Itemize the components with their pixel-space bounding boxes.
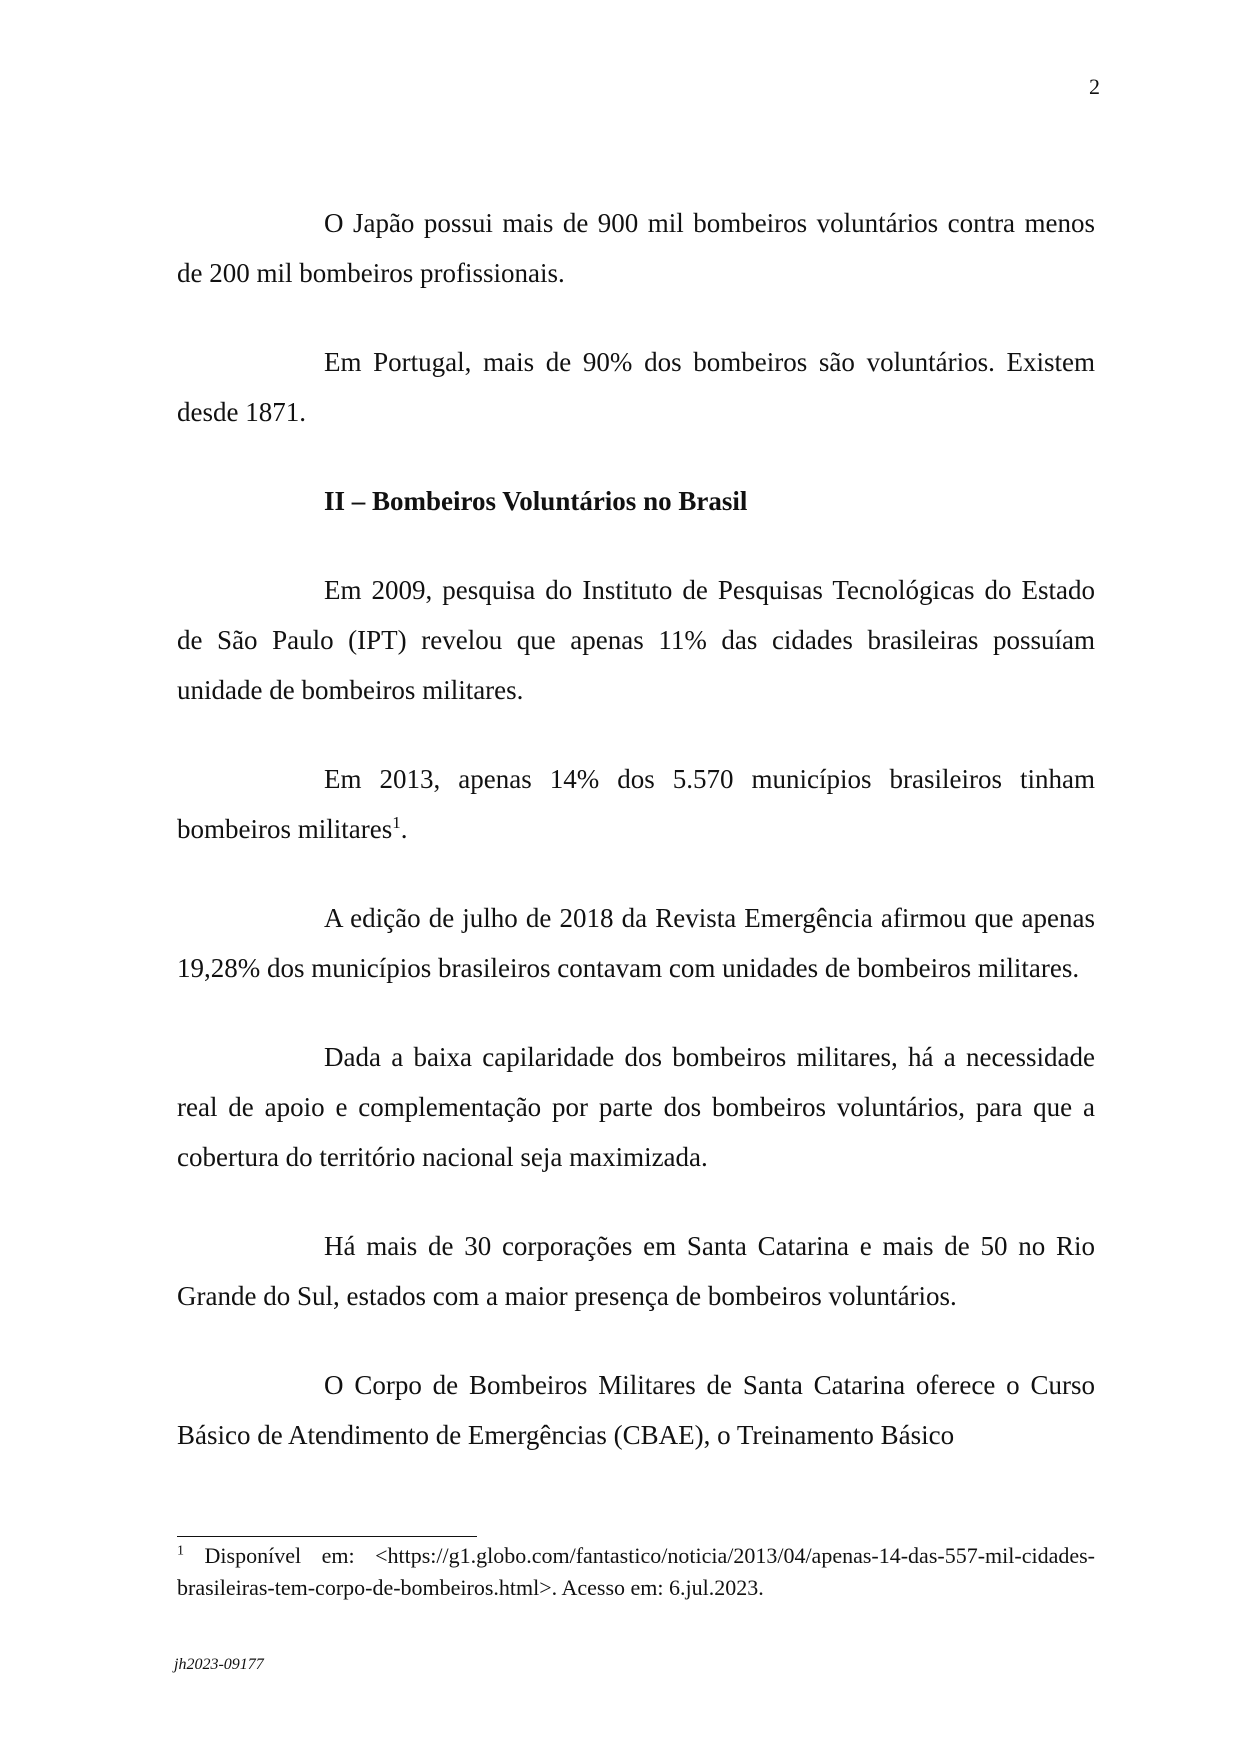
footnote xyxy=(177,1540,1095,1604)
section-heading: II – Bombeiros Voluntários no Brasil xyxy=(324,486,748,516)
paragraph-revista-emergencia: A edição de julho de 2018 da Revista Emergência afirmou que apenas 19,28% dos municípios brasileiros contavam com unidades de bombeiros militares. xyxy=(177,903,1095,983)
document-body xyxy=(177,198,1095,1499)
paragraph-capilaridade: Dada a baixa capilaridade dos bombeiros militares, há a necessidade real de apoio e complementação por parte dos bombeiros voluntários, para que a cobertura do território nacional seja maximizada. xyxy=(177,1042,1095,1172)
document-code: jh2023-09177 xyxy=(174,1656,264,1673)
footnote-text: Disponível em: <https://g1.globo.com/fantastico/noticia/2013/04/apenas-14-das-557-mil-cidades-brasileiras-tem-corpo-de-bombeiros.html>. Acesso em: 6.jul.2023. xyxy=(177,1543,1095,1600)
paragraph-2013-end: . xyxy=(400,814,408,844)
paragraph-corporacoes: Há mais de 30 corporações em Santa Catarina e mais de 50 no Rio Grande do Sul, estados com a maior presença de bombeiros voluntários. xyxy=(177,1231,1095,1311)
footnote-reference[interactable]: 1 xyxy=(392,813,401,832)
paragraph-2013 xyxy=(177,754,1095,854)
page-number: 2 xyxy=(1089,74,1100,99)
footnote-mark: 1 xyxy=(177,1543,184,1559)
paragraph-japan: O Japão possui mais de 900 mil bombeiros voluntários contra menos de 200 mil bombeiros profissionais. xyxy=(177,208,1095,288)
footnote-divider xyxy=(177,1536,477,1537)
paragraph-2013-text: Em 2013, apenas 14% dos 5.570 municípios brasileiros tinham bombeiros militares xyxy=(177,764,1095,844)
paragraph-cbae: O Corpo de Bombeiros Militares de Santa Catarina oferece o Curso Básico de Atendimento de Emergências (CBAE), o Treinamento Básico xyxy=(177,1370,1095,1450)
paragraph-portugal: Em Portugal, mais de 90% dos bombeiros são voluntários. Existem desde 1871. xyxy=(177,347,1095,427)
paragraph-ipt-survey: Em 2009, pesquisa do Instituto de Pesquisas Tecnológicas do Estado de São Paulo (IPT) revelou que apenas 11% das cidades brasileiras possuíam unidade de bombeiros militares. xyxy=(177,575,1095,705)
